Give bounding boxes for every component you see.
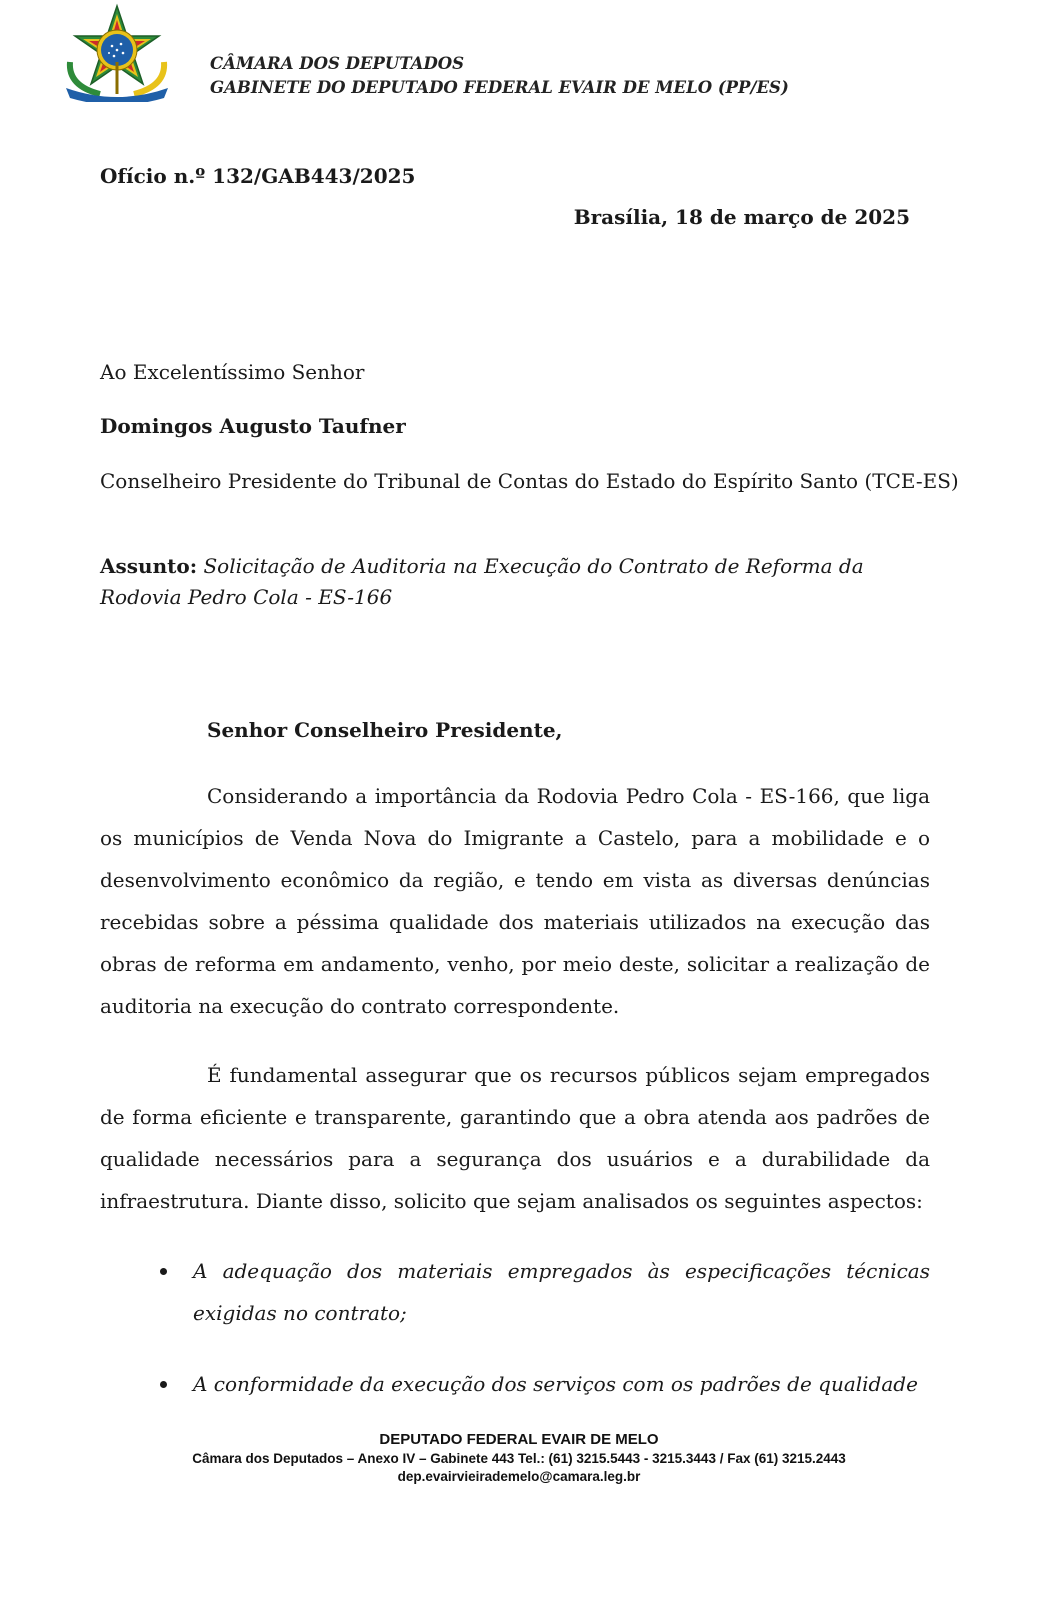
list-item xyxy=(100,1363,930,1405)
recipient-name: Domingos Augusto Taufner xyxy=(100,414,406,438)
footer-address: Câmara dos Deputados – Anexo IV – Gabinete 443 Tel.: (61) 3215.5443 - 3215.3443 / Fax (61) 3215.2443 xyxy=(192,1451,846,1466)
recipient-salutation: Ao Excelentíssimo Senhor xyxy=(100,360,365,384)
paragraph-1: Considerando a importância da Rodovia Pedro Cola - ES-166, que liga os municípios de Venda Nova do Imigrante a Castelo, para a mobilidade e o desenvolvimento econômico da região, e tendo em vista as diversas denúncias recebidas sobre a péssima qualidade dos materiais utilizados na execução das obras de reforma em andamento, venho, por meio deste, solicitar a realização de auditoria na execução do contrato correspondente. xyxy=(100,784,930,1018)
bullet-icon xyxy=(160,1268,167,1275)
document-date: Brasília, 18 de março de 2025 xyxy=(573,205,910,229)
bullet-list xyxy=(100,1250,930,1334)
bullet-text: A conformidade da execução dos serviços com os padrões de qualidade xyxy=(193,1372,918,1396)
footer-name: DEPUTADO FEDERAL EVAIR DE MELO xyxy=(379,1431,659,1448)
header-office: GABINETE DO DEPUTADO FEDERAL EVAIR DE MELO (PP/ES) xyxy=(210,78,789,97)
bullet-icon xyxy=(160,1381,167,1388)
footer-email: dep.evairvieirademelo@camara.leg.br xyxy=(397,1469,641,1484)
bullet-text: A adequação dos materiais empregados às especificações técnicas exigidas no contrato; xyxy=(193,1259,930,1325)
coat-of-arms-icon xyxy=(60,2,174,102)
document-number: Ofício n.º 132/GAB443/2025 xyxy=(100,164,416,188)
bullet-list xyxy=(100,1363,930,1405)
recipient-title: Conselheiro Presidente do Tribunal de Contas do Estado do Espírito Santo (TCE-ES) xyxy=(100,469,959,493)
header-chamber: CÂMARA DOS DEPUTADOS xyxy=(210,54,465,73)
greeting: Senhor Conselheiro Presidente, xyxy=(207,718,563,742)
subject-text: Solicitação de Auditoria na Execução do Contrato de Reforma da Rodovia Pedro Cola - ES-166 xyxy=(100,554,864,609)
subject xyxy=(100,551,950,613)
list-item xyxy=(100,1250,930,1334)
subject-label: Assunto: xyxy=(100,554,198,578)
paragraph-2: É fundamental assegurar que os recursos públicos sejam empregados de forma eficiente e transparente, garantindo que a obra atenda aos padrões de qualidade necessários para a segurança dos usuários e a durabilidade da infraestrutura. Diante disso, solicito que sejam analisados os seguintes aspectos: xyxy=(100,1063,930,1213)
